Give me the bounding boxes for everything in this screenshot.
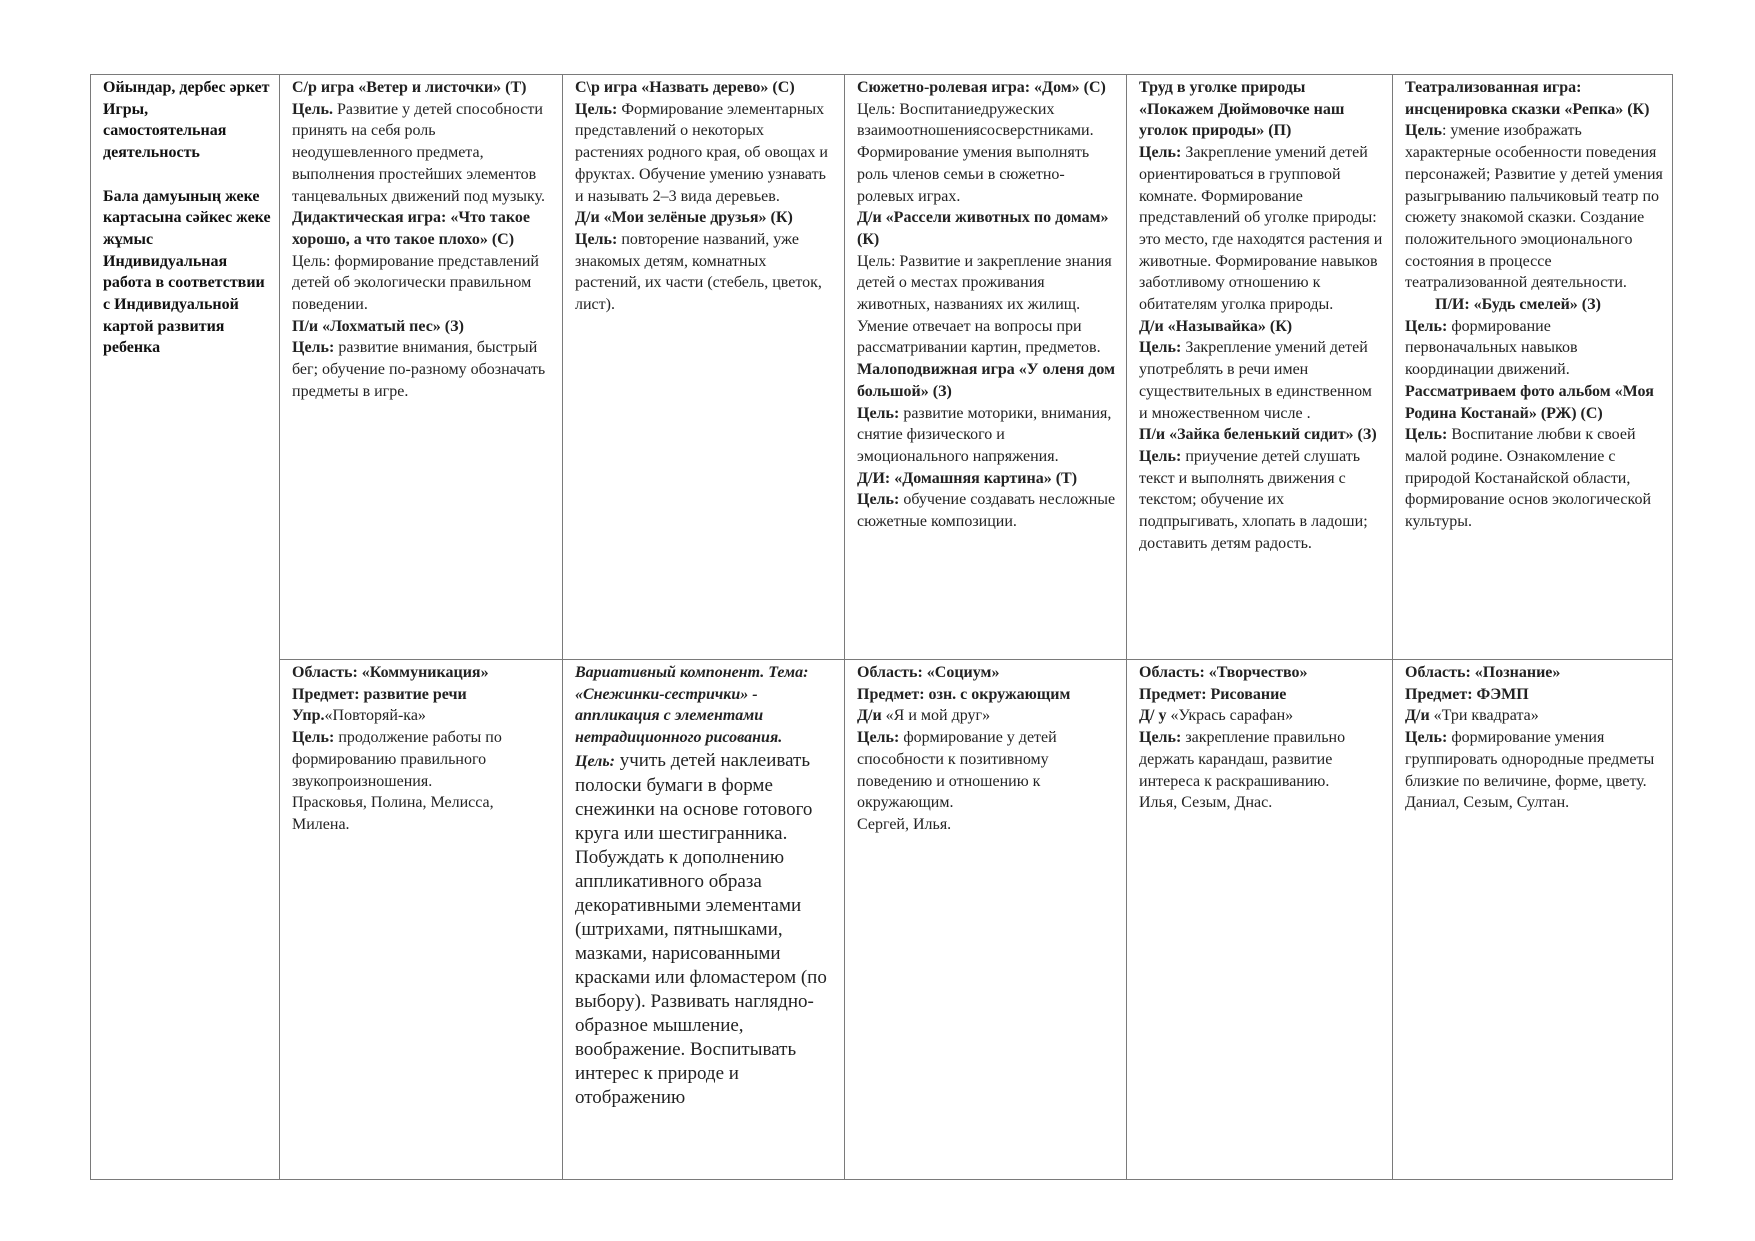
goal-label: Цель	[1405, 122, 1442, 140]
exercise-label: Д/и	[857, 707, 882, 725]
game2-title: П/И: «Будь смелей» (З)	[1435, 296, 1601, 314]
games-cell-monday	[280, 75, 563, 660]
games-cell-tuesday	[563, 75, 845, 660]
header-kz-title: Ойындар, дербес әркет	[103, 79, 270, 96]
subject-label: Предмет: озн. с окружающим	[857, 685, 1071, 703]
subject-label: Предмет: развитие речи	[292, 685, 467, 703]
plan-table	[90, 74, 1673, 1180]
games-cell-friday	[1393, 75, 1673, 660]
game-title: С\р игра «Назвать дерево» (С)	[575, 79, 795, 96]
goal-text: закрепление правильно держать карандаш, развитие интереса к раскрашиванию.	[1139, 729, 1346, 790]
header-kz-individual: Бала дамуының жеке картасына сәйкес жеке жұмыс	[103, 187, 271, 248]
game2-text: Цель: Развитие и закрепление знания детей о местах проживания животных, названиях их жилищ. Умение отвечает на вопросы при рассматривании картин, предметов.	[857, 252, 1112, 357]
table-row-individual	[91, 660, 1673, 1180]
individual-cell-wednesday	[845, 660, 1127, 1180]
exercise-text: «Три квадрата»	[1429, 707, 1539, 725]
goal-text: повторение названий, уже знакомых детям, комнатных растений, их части (стебель, цветок, лист).	[575, 230, 822, 314]
games-cell-thursday	[1127, 75, 1393, 660]
goal-text: Развитие у детей способности принять на себя роль неодушевленного предмета, выполнения простейших элементов танцевальных движений под музыку.	[292, 100, 545, 205]
goal-label: Цель:	[1139, 339, 1182, 357]
game2-title: Д/и «Называйка» (К)	[1139, 317, 1293, 335]
row-header-cell	[91, 75, 280, 1180]
header-ru-title: Игры, самостоятельная деятельность	[103, 100, 227, 162]
exercise-text: «Укрась сарафан»	[1166, 707, 1294, 725]
goal-label: Цель:	[857, 491, 900, 509]
goal-label: Цель:	[1139, 144, 1182, 162]
children-names: Сергей, Илья.	[857, 815, 952, 833]
goal-label: Цель:	[1405, 317, 1448, 335]
header-ru-individual: Индивидуальная работа в соответствии с Индивидуальной картой развития ребенка	[103, 252, 265, 357]
goal-text: развитие моторики, внимания, снятие физического и эмоционального напряжения.	[857, 404, 1112, 465]
game2-text: Цель: формирование представлений детей об экологически правильном поведении.	[292, 252, 539, 314]
goal-text: Закрепление умений детей употреблять в речи имен существительных в единственном и множественном числе .	[1139, 339, 1372, 422]
exercise-text: «Повторяй-ка»	[324, 707, 426, 725]
subject-label: Предмет: Рисование	[1139, 685, 1287, 703]
goal-text: формирование умения группировать однородные предметы близкие по величине, форме, цвету.	[1405, 729, 1655, 790]
area-label: Область: «Коммуникация»	[292, 664, 489, 681]
game2-title: Д/и «Рассели животных по домам» (К)	[857, 209, 1109, 248]
goal-label: Цель:	[1139, 729, 1182, 747]
exercise-label: Упр.	[292, 707, 325, 725]
goal-text: формирование у детей способности к позитивному поведению и отношению к окружающим.	[857, 729, 1057, 812]
goal-text: развитие внимания, быстрый бег; обучение по-разному обозначать предметы в игре.	[292, 339, 546, 400]
goal-label: Цель:	[1405, 729, 1448, 747]
goal-label: Цель:	[292, 339, 335, 357]
individual-cell-friday	[1393, 660, 1673, 1180]
goal-label: Цель:	[1405, 426, 1448, 444]
table-row-games	[91, 75, 1673, 660]
game-title: Труд в уголке природы «Покажем Дюймовочке наш уголок природы» (П)	[1139, 79, 1345, 140]
exercise-text: «Я и мой друг»	[881, 707, 991, 725]
exercise-label: Д/ у	[1139, 707, 1167, 725]
individual-cell-thursday	[1127, 660, 1393, 1180]
area-label: Область: «Творчество»	[1139, 664, 1308, 681]
goal-text: приучение детей слушать текст и выполнять движения с текстом; обучение их подпрыгивать, хлопать в ладоши; доставить детям радость.	[1139, 447, 1368, 552]
game3-title: П/и «Зайка беленький сидит» (З)	[1139, 426, 1377, 444]
children-names: Даниал, Сезым, Султан.	[1405, 794, 1570, 812]
goal-text: формирование первоначальных навыков координации движений.	[1405, 317, 1578, 379]
goal-label: Цель:	[575, 230, 618, 248]
variative-heading: Вариативный компонент. Тема: «Снежинки-сестрички» - аппликация с элементами нетрадиционного рисования.	[575, 664, 809, 747]
goal-label: Цель:	[575, 100, 618, 118]
exercise-label: Д/и	[1405, 707, 1430, 725]
game4-title: Д/И: «Домашняя картина» (Т)	[857, 469, 1078, 487]
children-names: Илья, Сезым, Днас.	[1139, 794, 1273, 812]
goal-text: Формирование элементарных представлений о некоторых растениях родного края, об овощах и фруктах. Обучение умению узнавать и называть 2–3 вида деревьев.	[575, 100, 828, 205]
games-cell-wednesday	[845, 75, 1127, 660]
goal-text: : умение изображать характерные особенности поведения персонажей; Развитие у детей умения разыгрыванию пальчиковый театр по сюжету знакомой сказки. Создание положительного эмоционального состояния в процессе театрализованной деятельности.	[1405, 122, 1663, 292]
goal-text: Закрепление умений детей ориентироваться в групповой комнате. Формирование представлений об уголке природы: это место, где находятся растения и животные. Формирование навыков заботливому отношению к обитателям уголка природы.	[1139, 144, 1383, 314]
area-label: Область: «Социум»	[857, 664, 1000, 681]
goal-text: учить детей наклеивать полоски бумаги в форме снежинки на основе готового круга или шестигранника. Побуждать к дополнению аппликативного образа декоративными элементами (штрихами, пятнышками, мазками, нарисованными красками или фломастером (по выбору). Развивать наглядно-образное мышление, воображение. Воспитывать интерес к природе и отображению	[575, 749, 827, 1108]
children-names: Прасковья, Полина, Мелисса, Милена.	[292, 794, 494, 833]
game-title: С/р игра «Ветер и листочки» (Т)	[292, 79, 527, 96]
game-text: Цель: Воспитаниедружеских взаимоотношениясосверстниками. Формирование умения выполнять роль членов семьи в сюжетно-ролевых играх.	[857, 100, 1094, 205]
goal-text: обучение создавать несложные сюжетные композиции.	[857, 491, 1116, 531]
goal-label: Цель:	[857, 729, 900, 747]
game-title: Театрализованная игра: инсценировка сказки «Репка» (К)	[1405, 79, 1650, 118]
game-title: Сюжетно-ролевая игра: «Дом» (С)	[857, 79, 1106, 96]
goal-label: Цель:	[857, 404, 900, 422]
game3-title: Рассматриваем фото альбом «Моя Родина Костанай» (РЖ) (С)	[1405, 382, 1654, 422]
area-label: Область: «Познание»	[1405, 664, 1561, 681]
individual-cell-tuesday	[563, 660, 845, 1180]
goal-text: продолжение работы по формированию правильного звукопроизношения.	[292, 729, 502, 790]
individual-cell-monday	[280, 660, 563, 1180]
goal-label: Цель:	[575, 752, 615, 770]
goal-label: Цель.	[292, 100, 333, 118]
goal-text: Воспитание любви к своей малой родине. Ознакомление с природой Костанайской области, формирование основ экологической культуры.	[1405, 426, 1651, 531]
goal-label: Цель:	[1139, 447, 1182, 465]
game2-title: Д/и «Мои зелёные друзья» (К)	[575, 209, 793, 227]
game2-title: Дидактическая игра: «Что такое хорошо, а что такое плохо» (С)	[292, 209, 530, 248]
goal-label: Цель:	[292, 729, 335, 747]
game3-title: Малоподвижная игра «У оленя дом большой» (З)	[857, 361, 1115, 400]
subject-label: Предмет: ФЭМП	[1405, 685, 1529, 703]
game3-title: П/и «Лохматый пес» (З)	[292, 317, 464, 335]
